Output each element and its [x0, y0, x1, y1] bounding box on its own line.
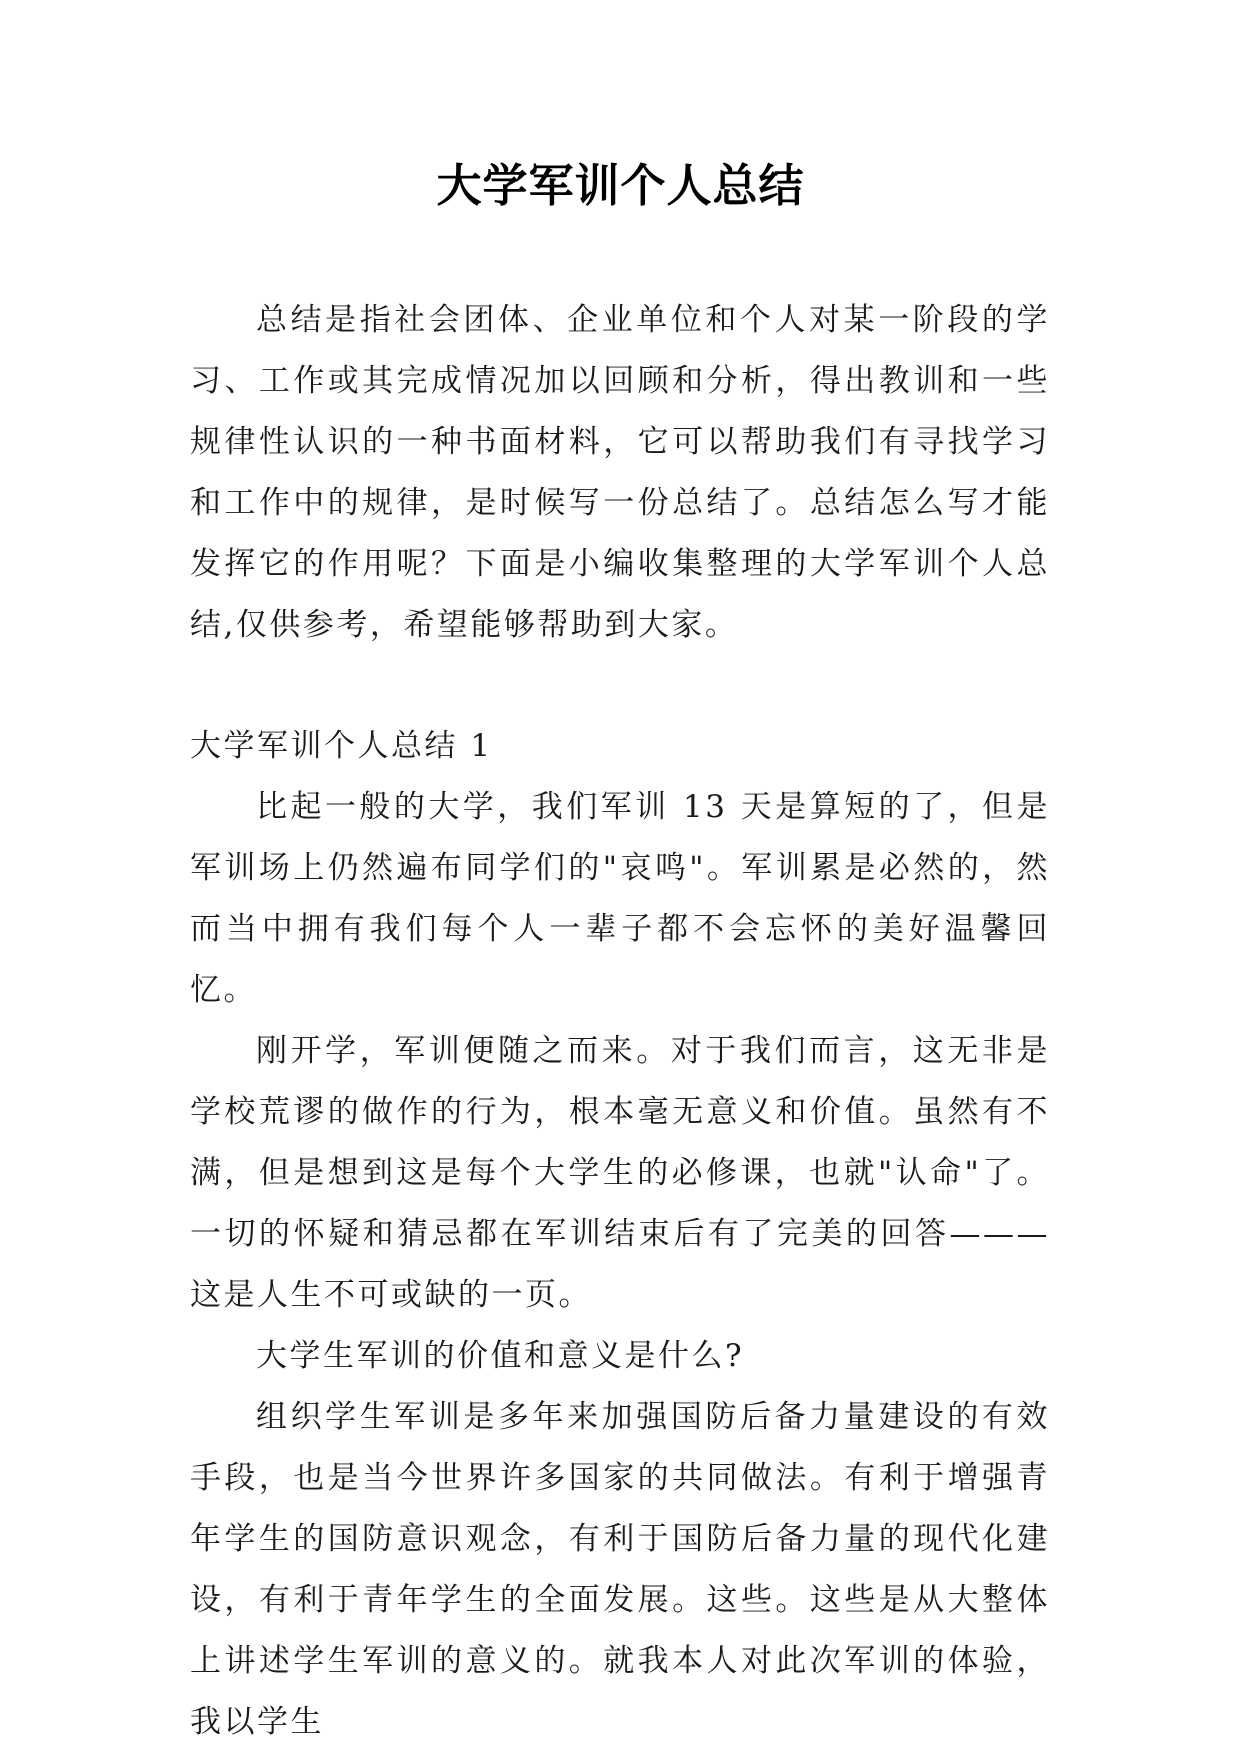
intro-paragraph: 总结是指社会团体、企业单位和个人对某一阶段的学习、工作或其完成情况加以回顾和分析，得出教训和一些规律性认识的一种书面材料，它可以帮助我们有寻找学习和工作中的规律，是时候写一份总结了。总结怎么写才能发挥它的作用呢？下面是小编收集整理的大学军训个人总结,仅供参考，希望能够帮助到大家。 [190, 302, 1050, 643]
body-paragraph-2: 刚开学，军训便随之而来。对于我们而言，这无非是学校荒谬的做作的行为，根本毫无意义和价值。虽然有不满，但是想到这是每个大学生的必修课，也就"认命"了。一切的怀疑和猜忌都在军训结束后有了完美的回答———这是人生不可或缺的一页。 [190, 1033, 1050, 1313]
body-paragraph-3: 大学生军训的价值和意义是什么? [256, 1338, 745, 1374]
body-paragraph-4: 组织学生军训是多年来加强国防后备力量建设的有效手段，也是当今世界许多国家的共同做法。有利于增强青年学生的国防意识观念，有利于国防后备力量的现代化建设，有利于青年学生的全面发展。这些。这些是从大整体上讲述学生军训的意义的。就我本人对此次军训的体验，我以学生 [190, 1399, 1050, 1740]
document-body [190, 290, 1050, 1753]
body-paragraph-1: 比起一般的大学，我们军训 13 天是算短的了，但是军训场上仍然遍布同学们的"哀鸣"。军训累是必然的，然而当中拥有我们每个人一辈子都不会忘怀的美好温馨回忆。 [190, 789, 1050, 1008]
document-title: 大学军训个人总结 [436, 159, 805, 212]
section-heading: 大学军训个人总结 1 [190, 728, 493, 764]
